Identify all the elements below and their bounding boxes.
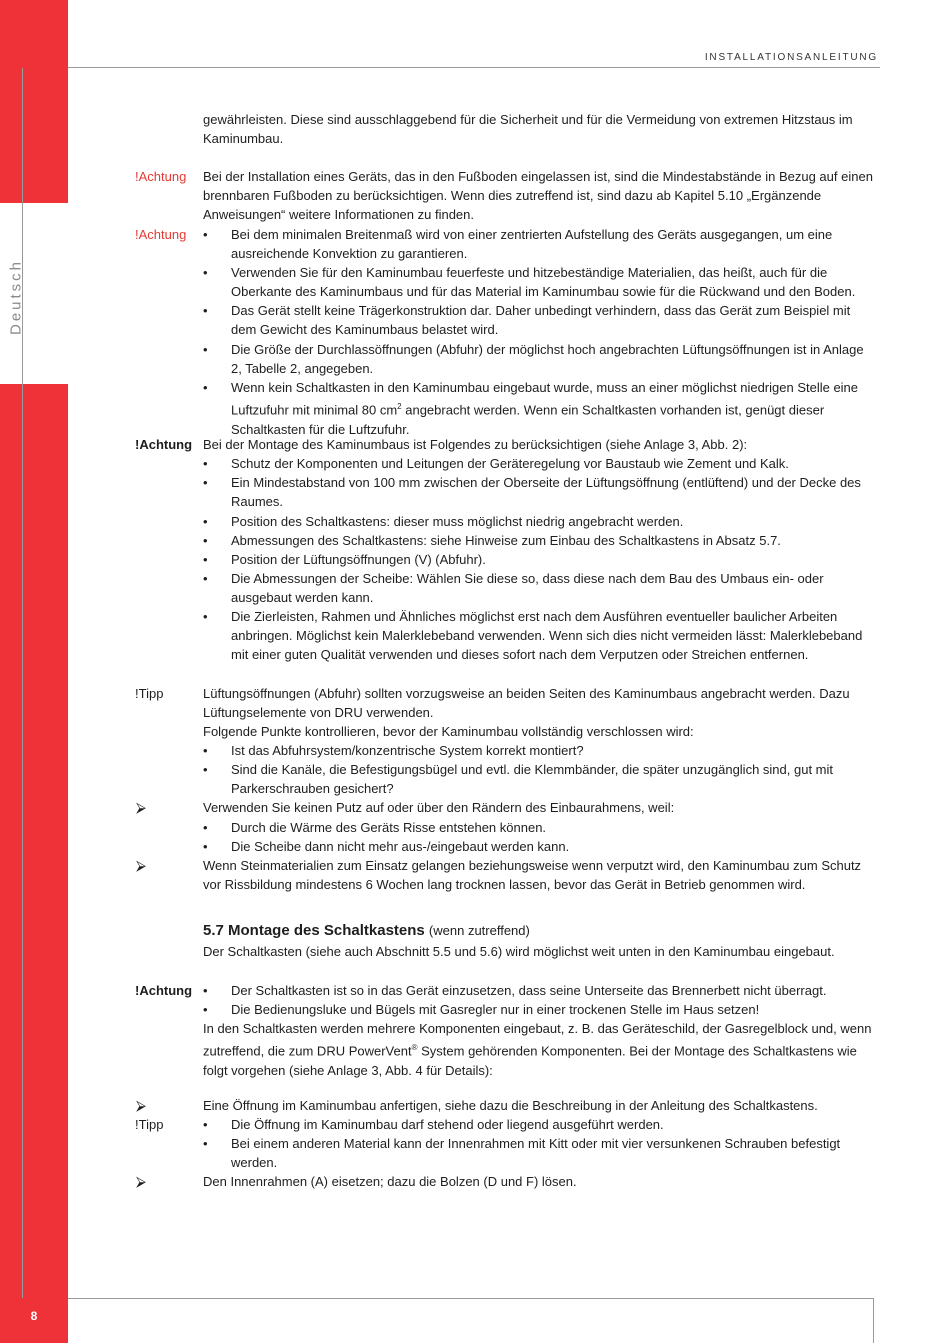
tipp-label: !Tipp (135, 1117, 164, 1132)
section-heading (203, 921, 530, 941)
sidebar-red-band-bottom (0, 384, 68, 1343)
bullet-icon: • (203, 552, 208, 567)
achtung-label: !Achtung (135, 169, 187, 184)
list-item: Sind die Kanäle, die Befestigungsbügel und evtl. die Klemmbänder, die später unzugänglich sind, gut mit Parkerschrauben gesichert? (231, 762, 833, 797)
section-title: 5.7 Montage des Schaltkastens (203, 922, 425, 939)
bullet-icon: • (203, 839, 208, 854)
list-item: Abmessungen des Schaltkastens: siehe Hinweise zum Einbau des Schaltkastens in Absatz 5.7. (231, 533, 781, 548)
intro-continuation: gewährleisten. Diese sind ausschlaggebend für die Sicherheit und für die Vermeidung von extremen Hitzstaus im Kaminumbau. (203, 112, 853, 147)
achtung-paragraph-montage: Bei der Montage des Kaminumbaus ist Folgendes zu berücksichtigen (siehe Anlage 3, Abb. 2): (203, 437, 748, 452)
bullet-icon: • (203, 1002, 208, 1017)
bullet-icon: • (203, 227, 208, 242)
registered-mark: ® (411, 1043, 418, 1053)
bullet-icon: • (203, 609, 208, 624)
bullet-icon: • (203, 475, 208, 490)
arrow-bullet-icon: ⮚ (136, 799, 146, 815)
list-item: Ein Mindestabstand von 100 mm zwischen der Oberseite der Lüftungsöffnung (entlüftend) und der Decke des Raumes. (231, 475, 861, 510)
list-item: Die Scheibe dann nicht mehr aus-/eingebaut werden kann. (231, 839, 570, 854)
list-item: Schutz der Komponenten und Leitungen der Geräteregelung vor Baustaub wie Zement und Kalk. (231, 456, 789, 471)
arrow-paragraph-opening: Eine Öffnung im Kaminumbau anfertigen, siehe dazu die Beschreibung in der Anleitung des Schaltkastens. (203, 1098, 818, 1113)
arrow-bullet-icon: ⮚ (136, 1097, 146, 1113)
bullet-icon: • (203, 265, 208, 280)
tipp-label: !Tipp (135, 686, 164, 701)
list-item: Verwenden Sie für den Kaminumbau feuerfeste und hitzebeständige Materialien, das heißt, auch für die Oberkante des Kaminumbaus und für das Material im Kaminumbau sowie für die Rückwand und den Boden. (231, 265, 856, 300)
frame-bottom-rule (68, 1298, 873, 1299)
list-item: Durch die Wärme des Geräts Risse entstehen können. (231, 820, 547, 835)
bullet-icon: • (203, 342, 208, 357)
list-item (231, 378, 876, 439)
list-item: Bei dem minimalen Breitenmaß wird von einer zentrierten Aufstellung des Geräts ausgegangen, um eine ausreichende Konvektion zu garantieren. (231, 227, 833, 262)
section-intro: Der Schaltkasten (siehe auch Abschnitt 5.5 und 5.6) wird möglichst weit unten in den Kaminumbau eingebaut. (203, 944, 835, 959)
paragraph-text: System gehörenden Komponenten. Bei der Montage des Schaltkastens wie folgt vorgehen (siehe Anlage 3, Abb. 4 für Details): (203, 1043, 857, 1078)
bullet-icon: • (203, 514, 208, 529)
bullet-icon: • (203, 533, 208, 548)
bullet-icon: • (203, 456, 208, 471)
bullet-icon: • (203, 571, 208, 586)
list-item: Das Gerät stellt keine Trägerkonstruktion dar. Daher unbedingt verhindern, dass das Gerät zum Beispiel mit dem Gewicht des Kaminumbaus belastet wird. (231, 303, 851, 338)
section-subtitle: (wenn zutreffend) (428, 923, 530, 938)
paragraph-text: In den Schaltkasten werden mehrere Komponenten eingebaut, z. B. das Geräteschild, der Gasregelblock und, wenn zutreffend, die zum DRU PowerVent (203, 1021, 872, 1059)
list-item: Position des Schaltkastens: dieser muss möglichst niedrig angebracht werden. (231, 514, 684, 529)
list-item: Die Bedienungsluke und Bügels mit Gasregler nur in einer trockenen Stelle im Haus setzen! (231, 1002, 760, 1017)
bullet-icon: • (203, 380, 208, 395)
list-item: Die Zierleisten, Rahmen und Ähnliches möglichst erst nach dem Ausführen eventueller baulicher Arbeiten anbringen. Möglichst kein Malerklebeband verwenden. Wenn sich dies nicht vermeiden lässt: Malerklebeband mit einer guten Qualität verwenden und dieses sofort nach dem Verputzen oder Streichen entfernen. (231, 609, 863, 663)
list-item: Der Schaltkasten ist so in das Gerät einzusetzen, dass seine Unterseite das Brennerbett nicht überragt. (231, 983, 827, 998)
bullet-icon: • (203, 743, 208, 758)
frame-left-rule (22, 68, 23, 1298)
achtung-label: !Achtung (135, 227, 187, 242)
page-number: 8 (30, 1309, 38, 1323)
arrow-bullet-icon: ⮚ (136, 1173, 146, 1189)
list-item: Die Abmessungen der Scheibe: Wählen Sie diese so, dass diese nach dem Bau des Umbaus ein- oder ausgebaut werden kann. (231, 571, 824, 606)
arrow-paragraph-inner-frame: Den Innenrahmen (A) eisetzen; dazu die Bolzen (D und F) lösen. (203, 1174, 577, 1189)
check-intro: Folgende Punkte kontrollieren, bevor der Kaminumbau vollständig verschlossen wird: (203, 724, 694, 739)
sidebar-red-band-top (0, 0, 68, 203)
tipp-paragraph-ventilation: Lüftungsöffnungen (Abfuhr) sollten vorzugsweise an beiden Seiten des Kaminumbaus angebracht werden. Dazu Lüftungselemente von DRU verwenden. (203, 686, 850, 721)
language-label (2, 252, 30, 342)
bullet-icon: • (203, 820, 208, 835)
section-paragraph (203, 1019, 875, 1080)
header-title: INSTALLATIONSANLEITUNG (704, 52, 878, 63)
arrow-paragraph-drying: Wenn Steinmaterialien zum Einsatz gelangen beziehungsweise wenn verputzt wird, den Kaminumbau zum Schutz vor Rissbildung mindestens 6 Wochen lang trocknen lassen, bevor das Gerät in Betrieb genommen wird. (203, 858, 862, 893)
bullet-icon: • (203, 1117, 208, 1132)
superscript: 2 (397, 402, 402, 412)
bullet-icon: • (203, 1136, 208, 1151)
list-item: Die Größe der Durchlassöffnungen (Abfuhr) der möglichst hoch angebrachten Lüftungsöffnungen ist in Anlage 2, Tabelle 2, angegeben. (231, 342, 864, 377)
bullet-icon: • (203, 762, 208, 777)
list-item: Ist das Abfuhrsystem/konzentrische System korrekt montiert? (231, 743, 584, 758)
list-item: Bei einem anderen Material kann der Innenrahmen mit Kitt oder mit vier versunkenen Schrauben befestigt werden. (231, 1136, 841, 1171)
achtung-label: !Achtung (135, 437, 193, 452)
list-item: Die Öffnung im Kaminumbau darf stehend oder liegend ausgeführt werden. (231, 1117, 664, 1132)
achtung-label: !Achtung (135, 983, 193, 998)
list-item: Position der Lüftungsöffnungen (V) (Abfuhr). (231, 552, 486, 567)
list-item-text: Wenn kein Schaltkasten in den Kaminumbau eingebaut wurde, muss an einer möglichst niedrigen Stelle eine Luftzufuhr mit minimal 80 cm (231, 380, 859, 418)
achtung-paragraph-floor: Bei der Installation eines Geräts, das in den Fußboden eingelassen ist, sind die Mindestabstände in Bezug auf einen brennbaren Fußboden zu berücksichtigen. Wenn dies zutreffend ist, sind dazu ab Kapitel 5.10 „Ergänzende Anweisungen“ weitere Informationen zu finden. (203, 169, 873, 223)
list-item-text: angebracht werden. Wenn ein Schaltkasten vorhanden ist, genügt dieser Schaltkasten für die Luftzufuhr. (231, 402, 825, 437)
bullet-icon: • (203, 983, 208, 998)
arrow-paragraph-plaster: Verwenden Sie keinen Putz auf oder über den Rändern des Einbaurahmens, weil: (203, 800, 675, 815)
arrow-bullet-icon: ⮚ (136, 857, 146, 873)
header-rule (68, 67, 880, 68)
frame-right-rule (873, 1298, 874, 1343)
bullet-icon: • (203, 303, 208, 318)
language-label-text: Deutsch (7, 258, 25, 336)
